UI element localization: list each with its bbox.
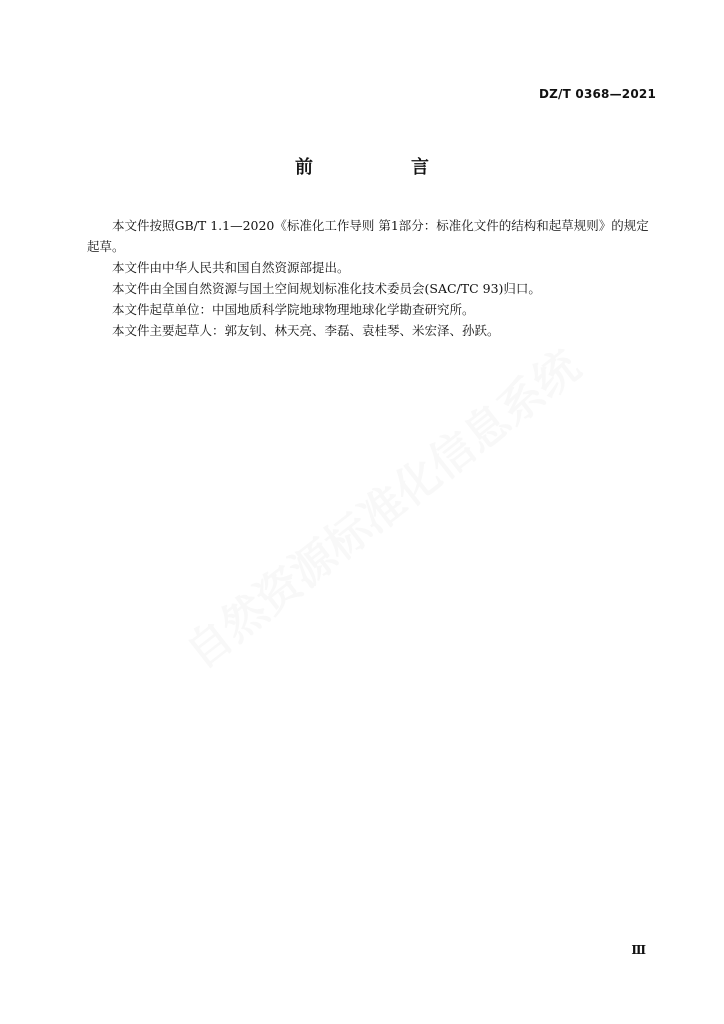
paragraph-drafting-rules: 本文件按照GB/T 1.1—2020《标准化工作导则 第1部分：标准化文件的结构和起草规则》的规定起草。: [87, 218, 649, 254]
page-number: Ⅲ: [631, 943, 646, 957]
paragraph-drafters: 本文件主要起草人：郭友钊、林天亮、李磊、袁桂琴、米宏泽、孙跃。: [112, 323, 500, 338]
document-code: DZ/T 0368—2021: [538, 87, 656, 101]
paragraph-drafting-organization: 本文件起草单位：中国地质科学院地球物理地球化学勘查研究所。: [112, 302, 475, 317]
paragraph-proposer: 本文件由中华人民共和国自然资源部提出。: [112, 260, 350, 275]
section-title: 前 言: [295, 157, 469, 178]
watermark: 自然资源标准化信息系统: [176, 340, 590, 679]
paragraph-committee: 本文件由全国自然资源与国土空间规划标准化技术委员会(SAC/TC 93)归口。: [112, 281, 541, 296]
foreword-body: [87, 215, 657, 341]
